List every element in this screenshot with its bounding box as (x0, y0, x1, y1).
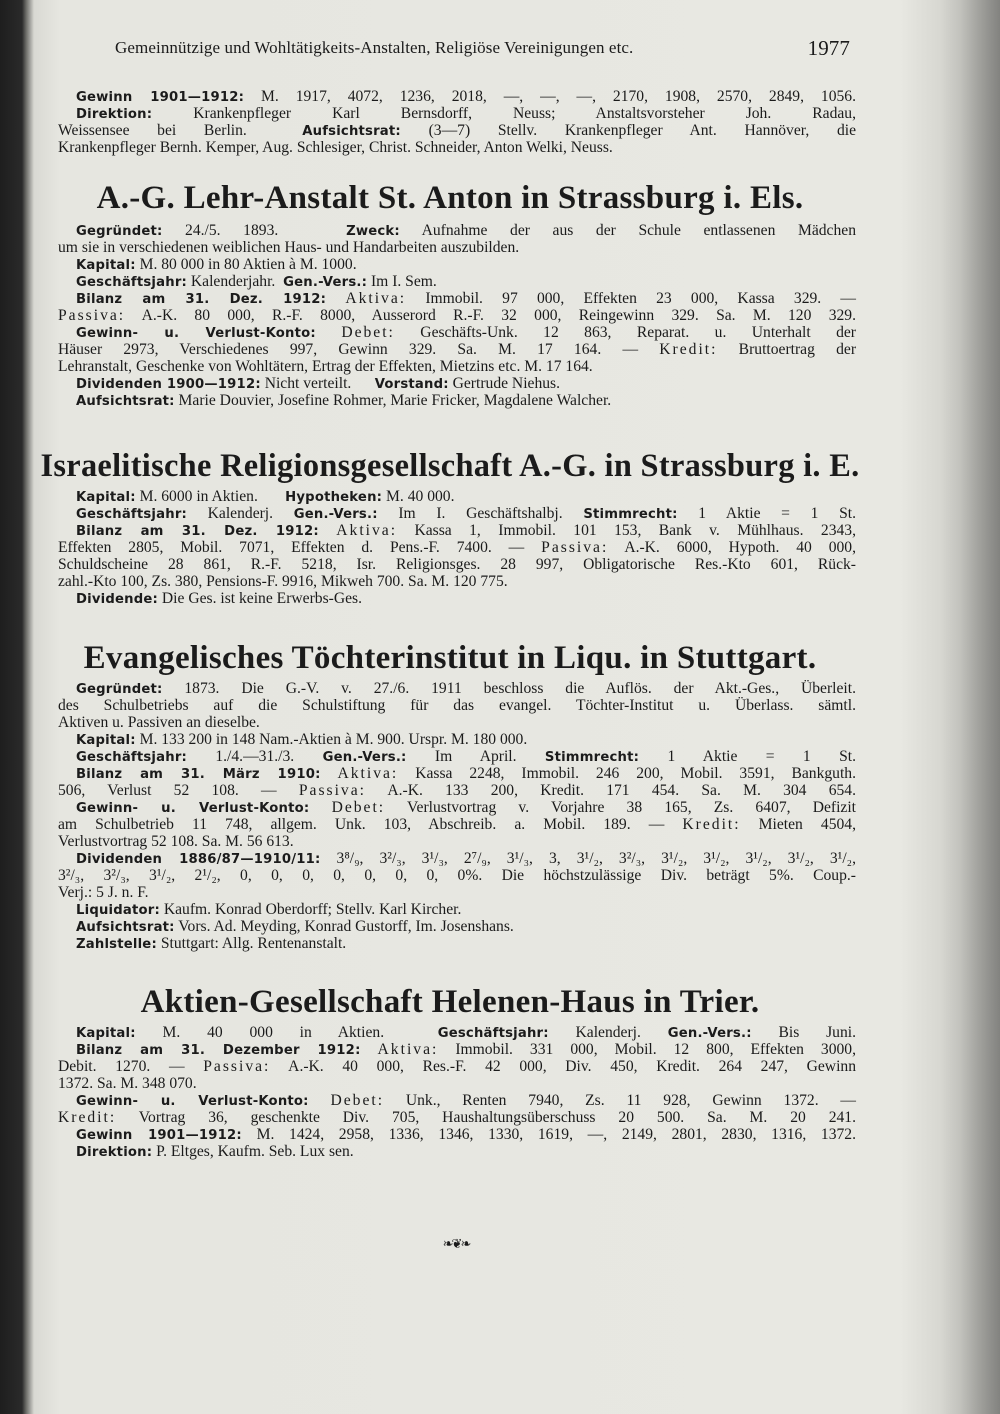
text-line: Kapital: M. 133 200 in 148 Nam.-Aktien à M. 900. Urspr. M. 180 000. (76, 731, 528, 748)
text-line: Kredit: Vortrag 36, geschenkte Div. 705, Haushaltungsüberschuss 20 500. Sa. M. 20 241. (58, 1109, 856, 1126)
text-line: Schuldscheine 28 861, R.-F. 5218, Isr. Religionsges. 28 997, Obligatorische Res.-Kto 601, Rück- (58, 556, 856, 573)
text-line: Gegründet: 24./5. 1893. Zweck: Aufnahme der aus der Schule entlassenen Mädchen (76, 222, 856, 239)
ornament-divider: ❧❦❧ (442, 1236, 470, 1251)
text-line: Kapital: M. 40 000 in Aktien. Geschäftsjahr: Kalenderj. Gen.-Vers.: Bis Juni. (76, 1024, 856, 1041)
company-heading: A.-G. Lehr-Anstalt St. Anton in Strassburg i. Els. (96, 180, 804, 216)
text-line: am Schulbetrieb 11 748, allgem. Unk. 103, Abschreib. a. Mobil. 189. — Kredit: Mieten 4504, (58, 816, 856, 833)
text-line: Bilanz am 31. Dez. 1912: Aktiva: Kassa 1, Immobil. 101 153, Bank v. Mühlhaus. 2343, (76, 522, 856, 539)
text-line: 1372. Sa. M. 348 070. (58, 1075, 197, 1092)
running-head (115, 36, 850, 62)
text-line: Gewinn- u. Verlust-Konto: Debet: Unk., Renten 7940, Zs. 11 928, Gewinn 1372. — (76, 1092, 857, 1109)
text-line: Debit. 1270. — Passiva: A.-K. 40 000, Res.-F. 42 000, Div. 450, Kredit. 264 247, Gewinn (58, 1058, 856, 1075)
text-line: Verj.: 5 J. n. F. (58, 884, 149, 901)
text-line: Verlustvortrag 52 108. Sa. M. 56 613. (58, 833, 294, 850)
text-line: Lehranstalt, Geschenke von Wohltätern, Ertrag der Effekten, Mietzins etc. M. 17 164. (58, 358, 593, 375)
text-line: Gewinn- u. Verlust-Konto: Debet: Verlustvortrag v. Vorjahre 38 165, Zs. 6407, Defizit (76, 799, 856, 816)
text-line: Bilanz am 31. Dezember 1912: Aktiva: Immobil. 331 000, Mobil. 12 800, Effekten 3000, (76, 1041, 856, 1058)
text-line: Geschäftsjahr: 1./4.—31./3. Gen.-Vers.: Im April. Stimmrecht: 1 Aktie = 1 St. (76, 748, 856, 765)
text-line: Dividende: Die Ges. ist keine Erwerbs-Ges. (76, 590, 362, 607)
text-line: Aufsichtsrat: Vors. Ad. Meyding, Konrad Gustorff, Im. Josenshans. (76, 918, 514, 935)
text-line: Aufsichtsrat: Marie Douvier, Josefine Rohmer, Marie Fricker, Magdalene Walcher. (76, 392, 612, 409)
text-line: 506, Verlust 52 108. — Passiva: A.-K. 133 200, Kredit. 171 454. Sa. M. 304 654. (58, 782, 856, 799)
text-line: Häuser 2973, Verschiedenes 997, Gewinn 329. Sa. M. 17 164. — Kredit: Bruttoertrag der (58, 341, 857, 358)
company-heading: Israelitische Religionsgesellschaft A.-G. in Strassburg i. E. (40, 448, 860, 484)
company-heading: Evangelisches Töchterinstitut in Liqu. in Stuttgart. (83, 640, 817, 676)
text-line: zahl.-Kto 100, Zs. 380, Pensions-F. 9916, Mikweh 700. Sa. M. 120 775. (58, 573, 508, 590)
text-line: Kapital: M. 80 000 in 80 Aktien à M. 1000. (76, 256, 357, 273)
text-line: um sie in verschiedenen weiblichen Haus- und Handarbeiten auszubilden. (58, 239, 520, 256)
running-title: Gemeinnützige und Wohltätigkeits-Anstalten, Religiöse Vereinigungen etc. (115, 38, 634, 57)
page-edge-shadow (940, 0, 1000, 1414)
text-line: Gegründet: 1873. Die G.-V. v. 27./6. 1911 beschloss die Auflös. der Akt.-Ges., Überleit. (76, 680, 856, 697)
text-line: Dividenden 1900—1912: Nicht verteilt. Vorstand: Gertrude Niehus. (76, 375, 561, 392)
text-line: 3²/₃, 3²/₃, 3¹/₂, 2¹/₂, 0, 0, 0, 0, 0, 0, 0, 0%. Die höchstzulässige Div. beträgt 5%. Coup.- (58, 867, 856, 884)
text-line: Krankenpfleger Bernh. Kemper, Aug. Schlesiger, Christ. Schneider, Anton Welki, Neuss. (58, 139, 613, 156)
text-line: Weissensee bei Berlin. Aufsichtsrat: (3—7) Stellv. Krankenpfleger Ant. Hannöver, die (58, 122, 856, 139)
text-line: Bilanz am 31. März 1910: Aktiva: Kassa 2248, Immobil. 246 200, Mobil. 3591, Bankguth. (76, 765, 856, 782)
text-line: Gewinn 1901—1912: M. 1424, 2958, 1336, 1346, 1330, 1619, —, 2149, 2801, 2830, 1316, 1372. (76, 1126, 857, 1143)
text-line: Bilanz am 31. Dez. 1912: Aktiva: Immobil. 97 000, Effekten 23 000, Kassa 329. — (76, 290, 856, 307)
text-line: Geschäftsjahr: Kalenderj. Gen.-Vers.: Im I. Geschäftshalbj. Stimmrecht: 1 Aktie = 1 St. (76, 505, 856, 522)
company-heading: Aktien-Gesellschaft Helenen-Haus in Trier. (140, 984, 760, 1020)
text-line: Gewinn- u. Verlust-Konto: Debet: Geschäfts-Unk. 12 863, Reparat. u. Unterhalt der (76, 324, 857, 341)
text-line: Passiva: A.-K. 80 000, R.-F. 8000, Ausserord R.-F. 32 000, Reingewinn 329. Sa. M. 120 329. (58, 307, 856, 324)
text-line: Dividenden 1886/87—1910/11: 3⁸/₉, 3²/₃, 3¹/₃, 2⁷/₉, 3¹/₃, 3, 3¹/₂, 3²/₃, 3¹/₂, 3¹/₂, 3¹/₂, 3¹/₂, 3¹/₂, (76, 850, 856, 867)
text-line: des Schulbetriebs auf die Schulstiftung für das evangel. Töchter-Institut u. Überlass. sämtl. (58, 697, 856, 714)
text-line: Kapital: M. 6000 in Aktien. Hypotheken: M. 40 000. (76, 488, 455, 505)
page-number: 1977 (807, 36, 850, 60)
text-line: Zahlstelle: Stuttgart: Allg. Rentenanstalt. (76, 935, 347, 952)
text-line: Effekten 2805, Mobil. 7071, Effekten d. Pens.-F. 7400. — Passiva: A.-K. 6000, Hypoth. 40 000, (58, 539, 856, 556)
text-line: Direktion: P. Eltges, Kaufm. Seb. Lux sen. (76, 1143, 354, 1160)
text-line: Direktion: Krankenpfleger Karl Bernsdorff, Neuss; Anstaltsvorsteher Joh. Radau, (76, 105, 856, 122)
text-line: Geschäftsjahr: Kalenderjahr. Gen.-Vers.: Im I. Sem. (76, 273, 437, 290)
text-line: Aktiven u. Passiven an dieselbe. (58, 714, 260, 731)
text-line: Liquidator: Kaufm. Konrad Oberdorff; Stellv. Karl Kircher. (76, 901, 462, 918)
text-line: Gewinn 1901—1912: M. 1917, 4072, 1236, 2018, —, —, —, 2170, 1908, 2570, 2849, 1056. (76, 88, 856, 105)
